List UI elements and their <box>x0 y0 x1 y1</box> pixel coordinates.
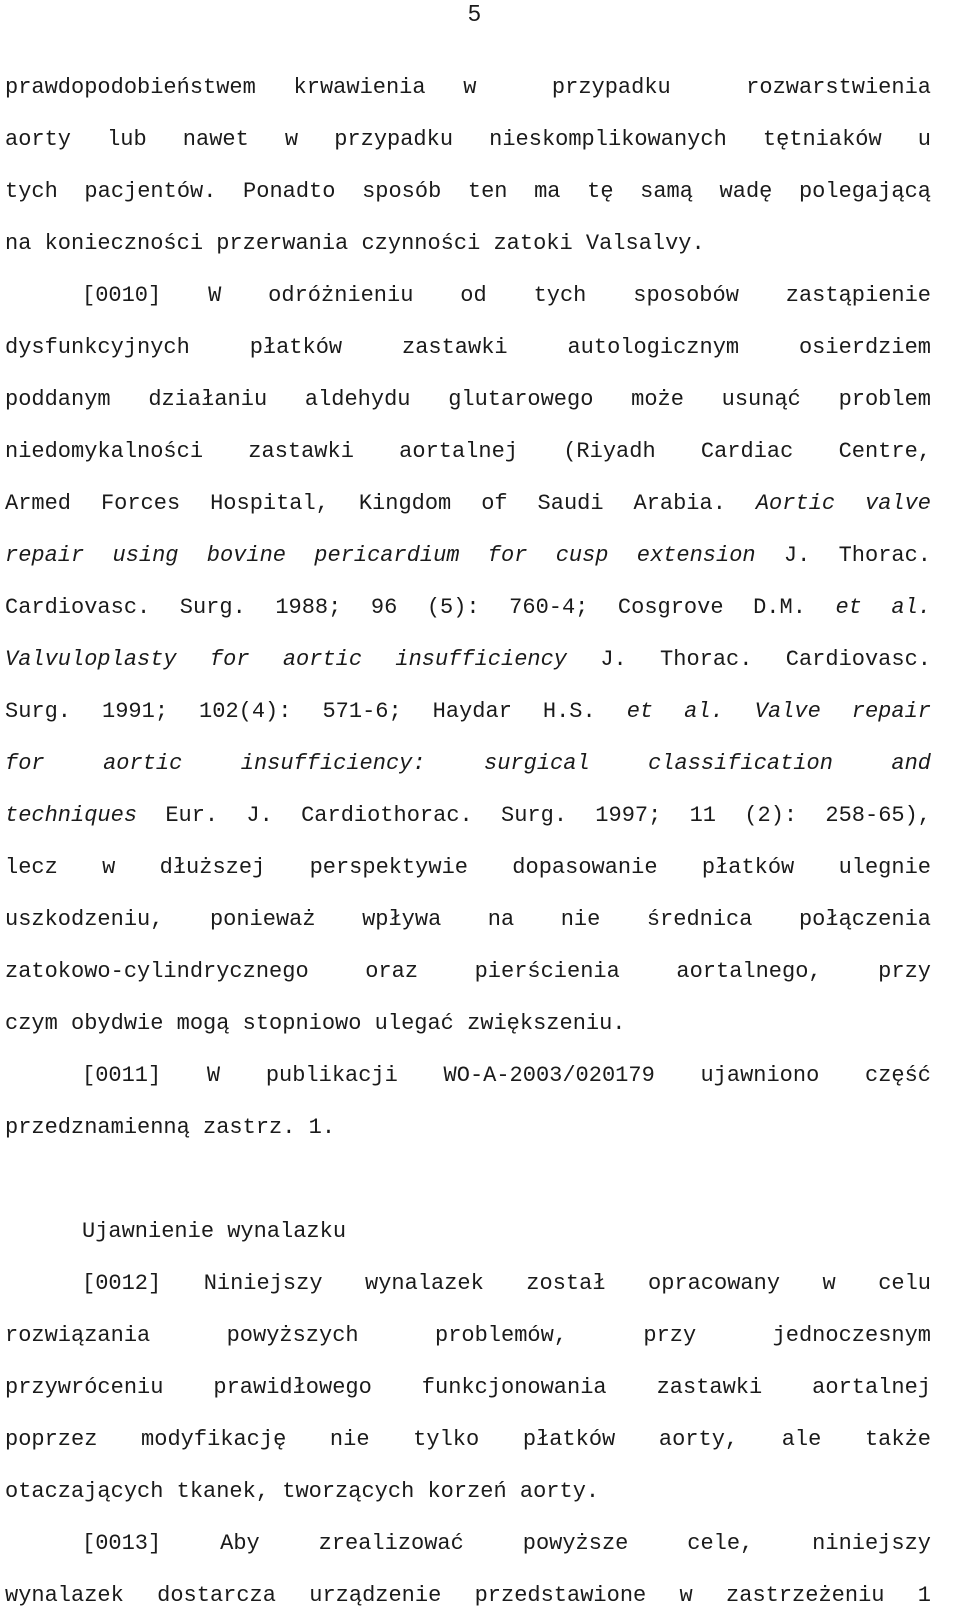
text-line: tych pacjentów. Ponadto sposób ten ma tę samą wadę polegającą <box>5 179 931 204</box>
text-line: uszkodzeniu, ponieważ wpływa na nie średnica połączenia <box>5 907 931 932</box>
citation-title: techniques <box>5 803 138 828</box>
text-line: wynalazek dostarcza urządzenie przedstawione w zastrzeżeniu 1 <box>5 1583 931 1608</box>
text-line: poddanym działaniu aldehydu glutarowego może usunąć problem <box>5 387 931 412</box>
text-line: [0010] W odróżnieniu od tych sposobów zastąpienie <box>82 283 931 308</box>
text-line: zatokowo-cylindrycznego oraz pierścienia aortalnego, przy <box>5 959 931 984</box>
text-line: otaczających tkanek, tworzących korzeń aorty. <box>5 1479 600 1504</box>
text-line: aorty lub nawet w przypadku nieskomplikowanych tętniaków u <box>5 127 931 152</box>
text-line: rozwiązania powyższych problemów, przy jednoczesnym <box>5 1323 931 1348</box>
text-segment: J. Thorac. <box>755 543 931 568</box>
text-segment: J. Thorac. Cardiovasc. <box>567 647 931 672</box>
text-line: dysfunkcyjnych płatków zastawki autologicznym osierdziem <box>5 335 931 360</box>
paragraph-0011 <box>5 1050 931 1154</box>
text-line: [0013] Aby zrealizować powyższe cele, niniejszy <box>82 1531 931 1556</box>
citation-title: Aortic valve <box>755 491 932 516</box>
citation-etal: et al. <box>626 699 724 724</box>
text-line: przywróceniu prawidłowego funkcjonowania zastawki aortalnej <box>5 1375 931 1400</box>
citation-etal: et al. <box>835 595 931 620</box>
text-segment: Armed Forces Hospital, Kingdom of Saudi Arabia. <box>5 491 756 516</box>
citation-title: repair using bovine pericardium for cusp extension <box>5 543 756 568</box>
text-line: przedznamienną zastrz. 1. <box>5 1115 336 1140</box>
text-segment: Cardiovasc. Surg. 1988; 96 (5): 760-4; Cosgrove D.M. <box>5 595 836 620</box>
text-line: na konieczności przerwania czynności zatoki Valsalvy. <box>5 231 705 256</box>
text-line: [0011] W publikacji WO-A-2003/020179 ujawniono część <box>82 1063 931 1088</box>
text-line: prawdopodobieństwem krwawienia w przypadku rozwarstwienia <box>5 75 931 100</box>
citation-title: Valve repair <box>723 699 931 724</box>
text-line: niedomykalności zastawki aortalnej (Riyadh Cardiac Centre, <box>5 439 931 464</box>
citation-title: Valvuloplasty for aortic insufficiency <box>5 647 568 672</box>
blank-line <box>5 1154 931 1206</box>
text-line <box>5 790 931 842</box>
text-line <box>5 738 931 790</box>
page-number: 5 <box>468 0 481 26</box>
section-heading: Ujawnienie wynalazku <box>82 1219 347 1244</box>
text-line <box>5 582 931 634</box>
text-line <box>5 686 931 738</box>
paragraph-0012 <box>5 1258 931 1518</box>
text-segment: Eur. J. Cardiothorac. Surg. 1997; 11 (2): 258-65), <box>137 803 931 828</box>
text-line <box>5 634 931 686</box>
document-body <box>5 62 931 1622</box>
text-segment: Surg. 1991; 102(4): 571-6; Haydar H.S. <box>5 699 627 724</box>
text-line: czym obydwie mogą stopniowo ulegać zwiększeniu. <box>5 1011 626 1036</box>
text-line: [0012] Niniejszy wynalazek został opracowany w celu <box>82 1271 931 1296</box>
citation-title: for aortic insufficiency: surgical classification and <box>5 751 931 776</box>
text-line: poprzez modyfikację nie tylko płatków aorty, ale także <box>5 1427 931 1452</box>
text-line: lecz w dłuższej perspektywie dopasowanie płatków ulegnie <box>5 855 931 880</box>
text-line <box>5 478 931 530</box>
paragraph-0013 <box>5 1518 931 1622</box>
paragraph-continued <box>5 62 931 270</box>
paragraph-0010 <box>5 270 931 1050</box>
text-line <box>5 530 931 582</box>
